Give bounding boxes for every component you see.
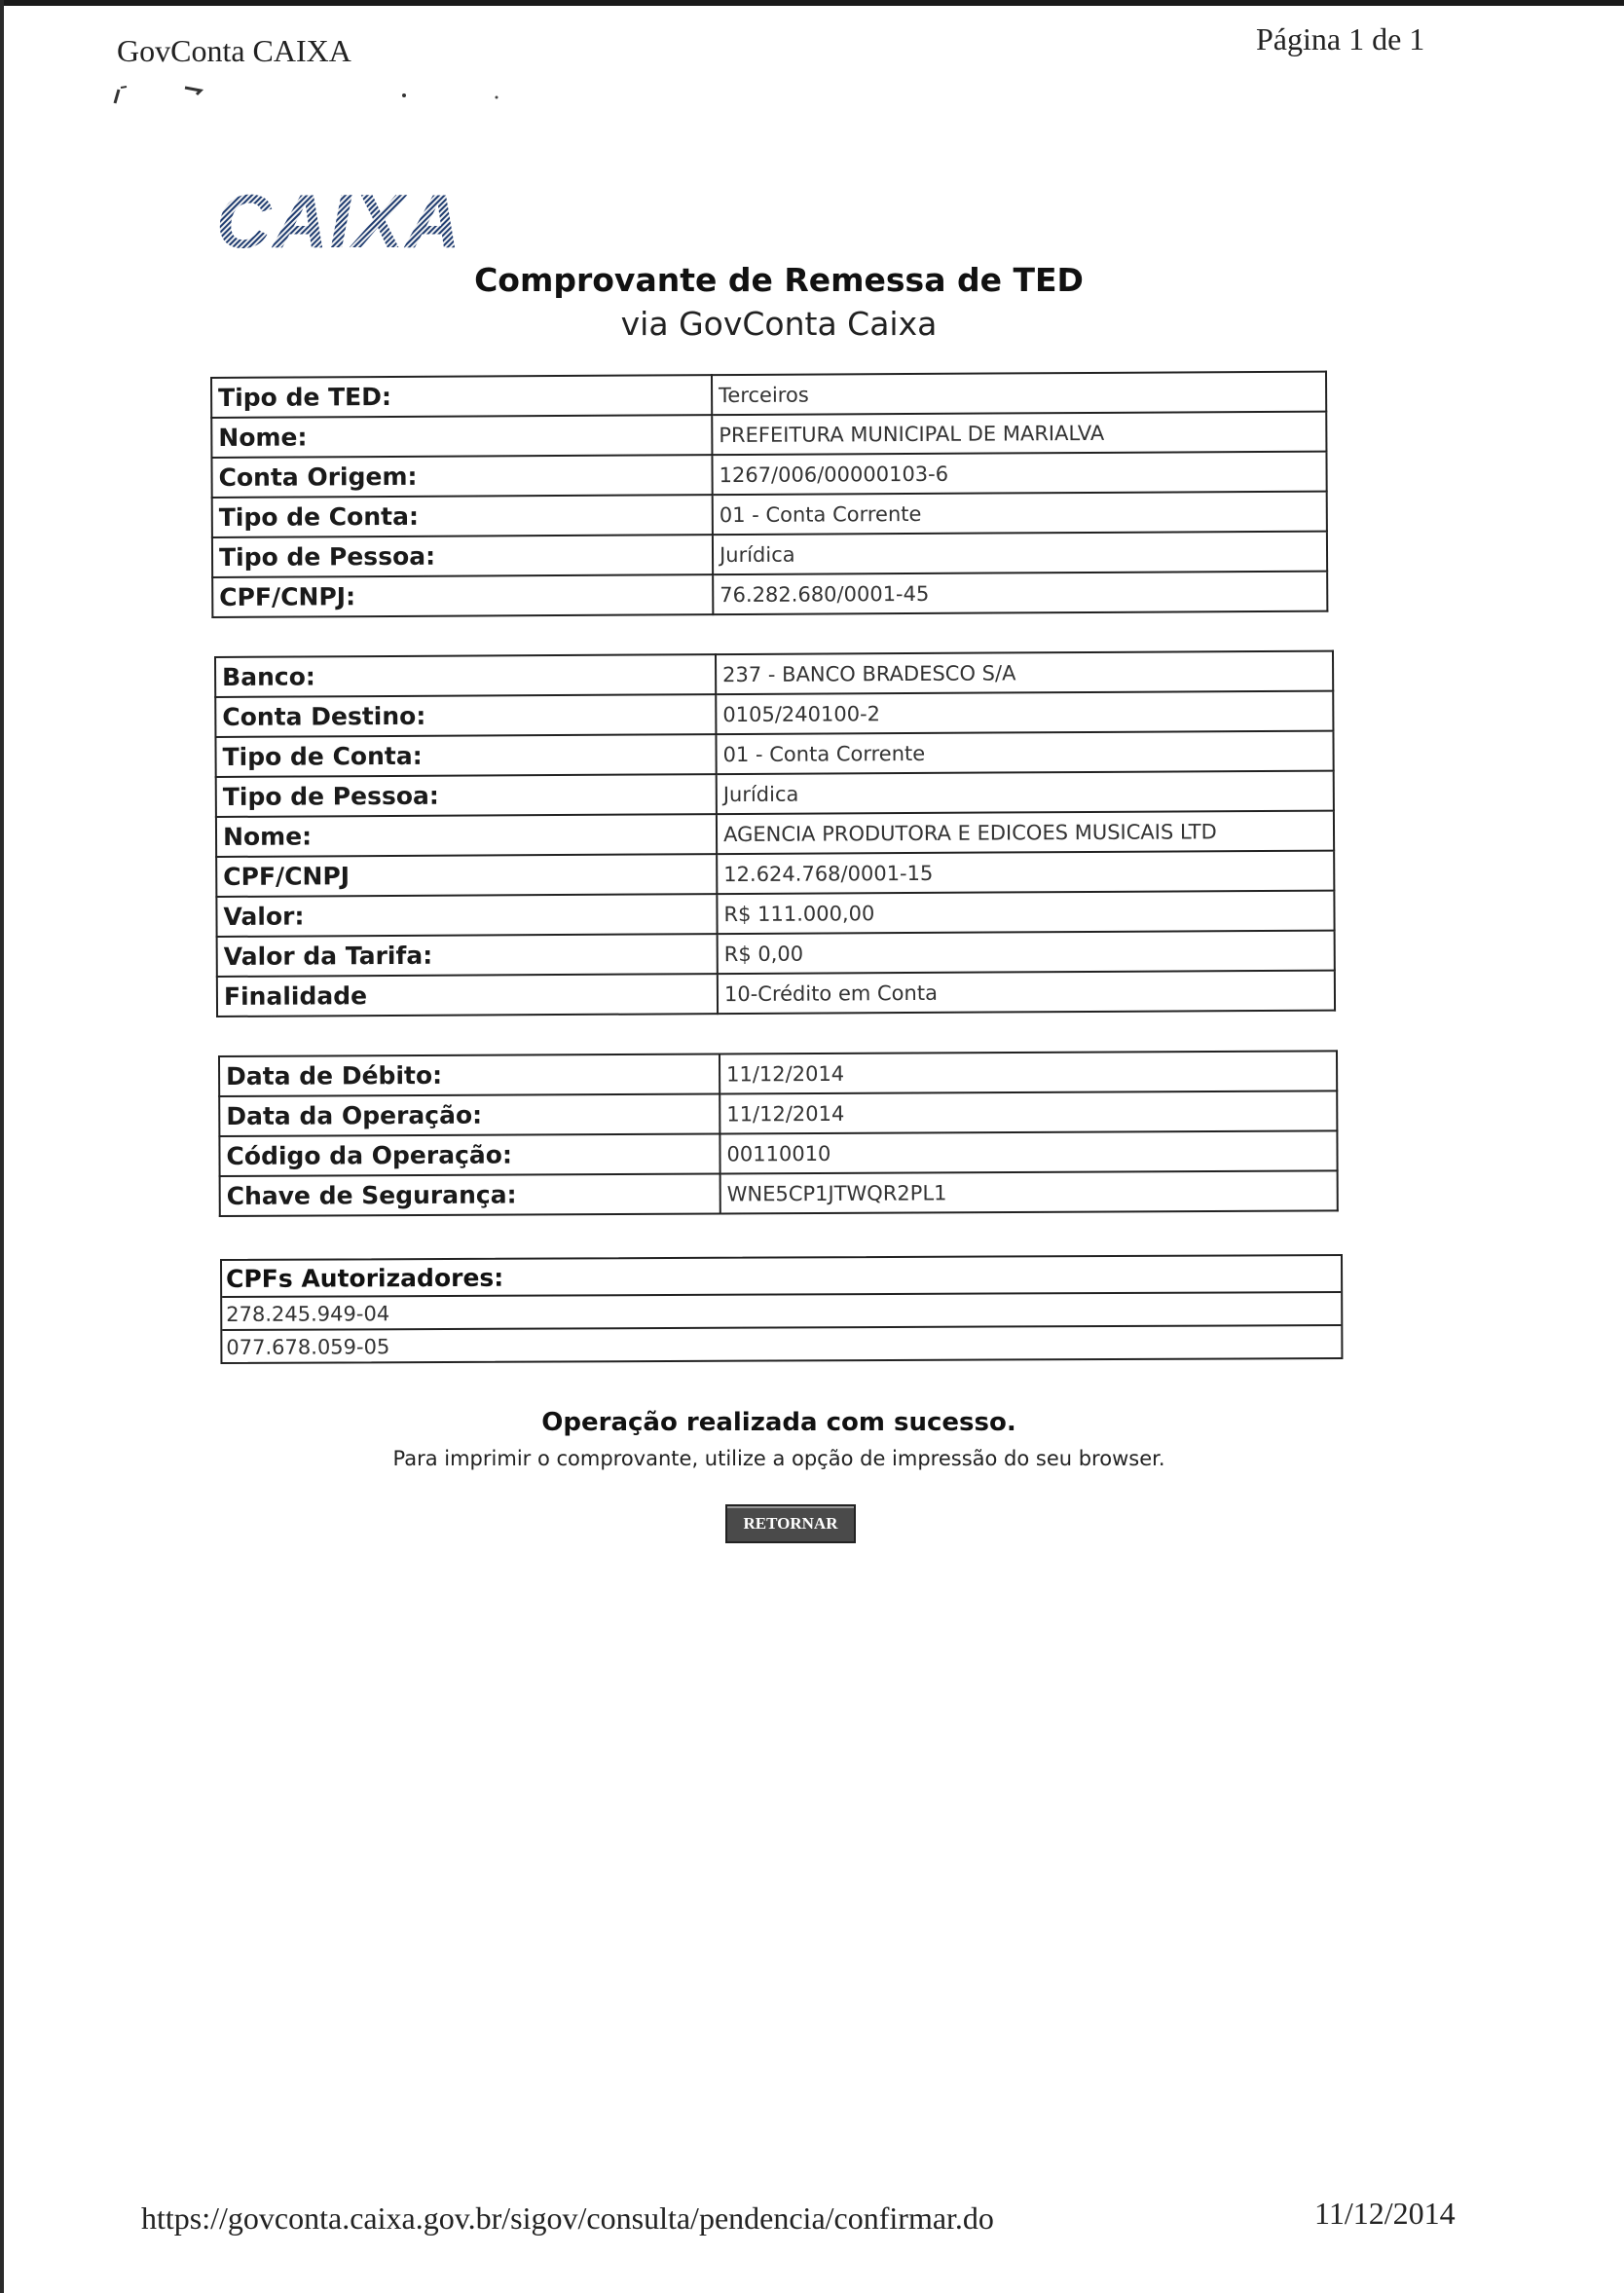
row-label: Conta Origem: [211, 455, 712, 498]
print-hint: Para imprimir o comprovante, utilize a opção de impressão do seu browser. [392, 1447, 1165, 1470]
table-row [212, 572, 1327, 617]
table-row [220, 1170, 1338, 1216]
row-value: AGENCIA PRODUTORA E EDICOES MUSICAIS LTD [717, 811, 1334, 855]
page-subtitle: via GovConta Caixa [620, 305, 938, 343]
row-label: CPF/CNPJ: [212, 574, 713, 617]
row-label: Tipo de Pessoa: [216, 774, 717, 817]
row-value: WNE5CP1JTWQR2PL1 [720, 1170, 1338, 1213]
authorizer-cpf: 077.678.059-05 [226, 1335, 390, 1359]
table-row [217, 971, 1335, 1017]
row-label: Tipo de Pessoa: [212, 535, 713, 577]
table-row [216, 771, 1334, 817]
row-label: Conta Destino: [215, 694, 716, 737]
row-value: 0105/240100-2 [716, 691, 1333, 735]
row-label: Finalidade [217, 974, 718, 1017]
row-label: Chave de Segurança: [220, 1173, 720, 1216]
operation-details-table [218, 1050, 1339, 1217]
row-value: 237 - BANCO BRADESCO S/A [716, 651, 1333, 695]
origin-account-table [210, 371, 1328, 618]
return-button[interactable]: RETORNAR [725, 1504, 856, 1543]
row-label: Data da Operação: [219, 1093, 720, 1136]
row-label: Valor da Tarifa: [217, 934, 718, 977]
row-value: Terceiros [712, 372, 1326, 416]
print-footer-date: 11/12/2014 [1314, 2196, 1456, 2231]
table-row [215, 691, 1333, 737]
row-value: 1267/006/00000103-6 [712, 452, 1326, 496]
table-row [212, 492, 1327, 537]
row-label: Código da Operação: [219, 1133, 720, 1176]
table-row [216, 811, 1334, 857]
row-label: Tipo de Conta: [212, 495, 713, 537]
table-row [211, 372, 1326, 418]
row-value: 01 - Conta Corrente [713, 492, 1327, 536]
row-value: Jurídica [713, 532, 1327, 575]
print-header-title: GovConta CAIXA [117, 33, 351, 68]
row-value: R$ 0,00 [718, 931, 1335, 975]
scan-edge-left [0, 0, 4, 2293]
row-value: 11/12/2014 [720, 1091, 1337, 1133]
table-row [219, 1051, 1337, 1096]
table-row [217, 931, 1335, 977]
authorizers-header: CPFs Autorizadores: [222, 1256, 1341, 1298]
row-label: Banco: [215, 654, 716, 697]
row-label: Nome: [216, 814, 717, 857]
table-row [215, 651, 1333, 697]
caixa-logo-text: CAIXA [216, 178, 462, 264]
table-row [211, 412, 1326, 458]
destination-account-table [214, 650, 1336, 1017]
print-footer-url: https://govconta.caixa.gov.br/sigov/consulta/pendencia/confirmar.do [141, 2201, 994, 2236]
table-row [219, 1091, 1337, 1136]
table-row [211, 452, 1326, 498]
row-label: Nome: [211, 415, 712, 458]
row-value: 12.624.768/0001-15 [717, 851, 1334, 895]
table-row [216, 851, 1334, 897]
row-value: 00110010 [720, 1130, 1337, 1173]
table-row [212, 532, 1327, 577]
table-row [215, 731, 1333, 777]
row-value: 76.282.680/0001-45 [713, 572, 1327, 615]
row-label: CPF/CNPJ [216, 854, 717, 897]
scan-edge-top [0, 0, 1624, 6]
caixa-logo [216, 177, 508, 265]
row-value: R$ 111.000,00 [717, 891, 1334, 935]
authorizers-table [220, 1254, 1343, 1364]
row-label: Tipo de TED: [211, 375, 712, 418]
row-label: Data de Débito: [219, 1054, 720, 1096]
success-message: Operação realizada com sucesso. [541, 1408, 1016, 1437]
row-value: 11/12/2014 [720, 1051, 1337, 1093]
row-label: Valor: [216, 894, 717, 937]
table-row [219, 1130, 1337, 1176]
authorizer-cpf: 278.245.949-04 [222, 1293, 1341, 1331]
row-value: 01 - Conta Corrente [716, 731, 1333, 775]
row-value: 10-Crédito em Conta [718, 971, 1335, 1015]
table-row [216, 891, 1334, 937]
row-value: PREFEITURA MUNICIPAL DE MARIALVA [712, 412, 1326, 456]
page-indicator: Página 1 de 1 [1256, 21, 1425, 56]
scan-artifacts [107, 82, 516, 111]
row-label: Tipo de Conta: [215, 734, 716, 777]
row-value: Jurídica [717, 771, 1334, 815]
page-title: Comprovante de Remessa de TED [474, 261, 1084, 299]
